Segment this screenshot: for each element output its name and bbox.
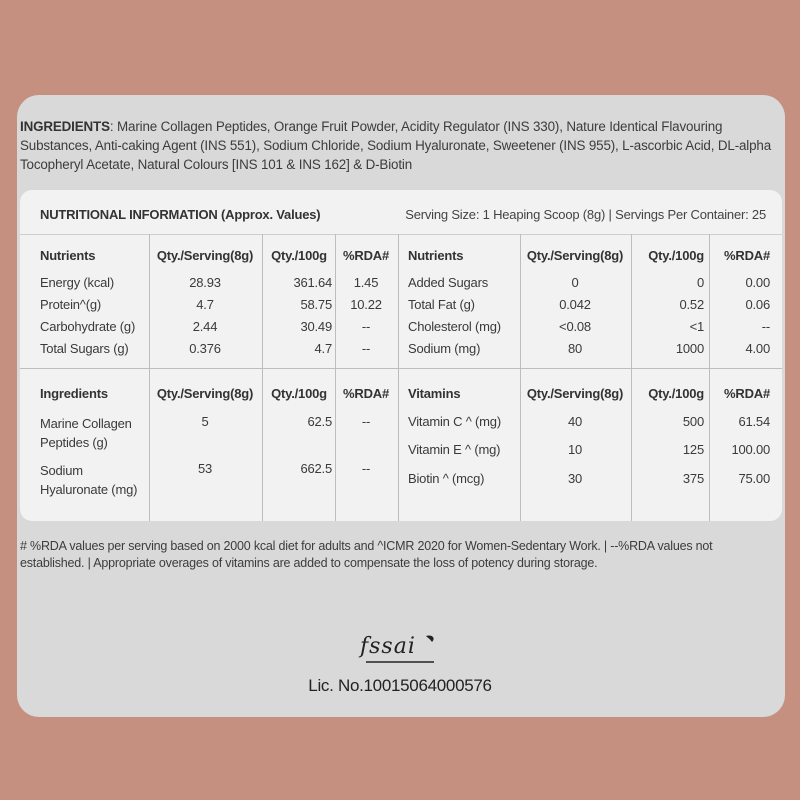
table-cell: 75.00: [738, 471, 770, 486]
table-cell: 4.7: [314, 341, 332, 356]
column-header: %RDA#: [724, 248, 770, 263]
table-cell: Marine Collagen Peptides (g): [40, 416, 132, 450]
table-cell: Added Sugars: [408, 275, 488, 290]
table-cell: 28.93: [189, 275, 221, 290]
table-cell: --: [361, 341, 371, 356]
nutrition-table: [20, 190, 782, 521]
table-cell: 30: [567, 471, 583, 486]
table-cell: 125: [682, 442, 704, 457]
table-cell: 361.64: [293, 275, 332, 290]
fssai-logo: [360, 632, 440, 666]
table-cell: 61.54: [738, 414, 770, 429]
column-header: Qty./100g: [648, 248, 704, 263]
column-header: Qty./Serving(8g): [156, 248, 254, 263]
table-cell: Sodium Hyaluronate (mg): [40, 463, 138, 497]
column-header: Ingredients: [40, 386, 108, 401]
table-cell: 375: [682, 471, 704, 486]
section-divider: [20, 368, 782, 369]
fssai-leaf-icon: [360, 632, 440, 666]
table-cell: 80: [567, 341, 583, 356]
table-cell: <1: [689, 319, 704, 334]
column-header: Nutrients: [408, 248, 464, 263]
nutrition-header: [20, 190, 782, 235]
table-cell: 10: [567, 442, 583, 457]
column-header: Nutrients: [40, 248, 96, 263]
table-cell: Total Sugars (g): [40, 341, 129, 356]
table-cell: 662.5: [300, 461, 332, 476]
table-cell: 100.00: [731, 442, 770, 457]
grid-line: [631, 234, 632, 521]
table-cell: Sodium (mg): [408, 341, 481, 356]
ingredients-list: : Marine Collagen Peptides, Orange Fruit Powder, Acidity Regulator (INS 330), Nature Identical Flavouring Substances, Anti-caking Agent (INS 551), Sodium Chloride, Sodium Hyaluronate, Sweetener (INS 955), L-ascorbic Acid, DL-alpha Tocopheryl Acetate, Natural Colours [INS 101 & INS 162] & D-Biotin: [20, 119, 772, 172]
table-cell: --: [361, 461, 371, 476]
column-header: %RDA#: [343, 386, 389, 401]
table-cell: 0: [571, 275, 579, 290]
table-cell: 53: [197, 461, 213, 476]
column-header: Vitamins: [408, 386, 461, 401]
table-cell: Protein^(g): [40, 297, 101, 312]
table-cell: Vitamin E ^ (mg): [408, 442, 501, 457]
table-cell: --: [761, 319, 770, 334]
grid-line: [398, 234, 399, 521]
table-cell: 4.7: [196, 297, 214, 312]
table-cell: 0.52: [679, 297, 704, 312]
column-header: Qty./100g: [271, 248, 327, 263]
column-header: %RDA#: [724, 386, 770, 401]
table-cell: 500: [682, 414, 704, 429]
table-cell: 0.00: [745, 275, 770, 290]
grid-line: [520, 234, 521, 521]
column-header: Qty./100g: [648, 386, 704, 401]
table-cell: Energy (kcal): [40, 275, 114, 290]
column-header: Qty./100g: [271, 386, 327, 401]
serving-info: Serving Size: 1 Heaping Scoop (8g) | Servings Per Container: 25: [405, 207, 766, 222]
grid-line: [335, 234, 336, 521]
grid-line: [709, 234, 710, 521]
table-cell: 0: [696, 275, 704, 290]
column-header: Qty./Serving(8g): [156, 386, 254, 401]
table-cell: 58.75: [300, 297, 332, 312]
table-cell: --: [361, 414, 371, 429]
ingredients-label: INGREDIENTS: [20, 119, 110, 134]
table-cell: 5: [201, 414, 209, 429]
table-cell: 1000: [675, 341, 704, 356]
column-header: Qty./Serving(8g): [526, 248, 624, 263]
table-cell: Cholesterol (mg): [408, 319, 501, 334]
table-cell: 2.44: [192, 319, 218, 334]
table-cell: 4.00: [745, 341, 770, 356]
column-header: %RDA#: [343, 248, 389, 263]
nutrition-title: NUTRITIONAL INFORMATION (Approx. Values): [40, 207, 321, 222]
ingredients-text: [20, 117, 772, 174]
table-cell: --: [361, 319, 371, 334]
table-cell: 1.45: [353, 275, 379, 290]
table-cell: 62.5: [307, 414, 332, 429]
table-cell: 0.042: [559, 297, 591, 312]
column-header: Qty./Serving(8g): [526, 386, 624, 401]
footnote: # %RDA values per serving based on 2000 kcal diet for adults and ^ICMR 2020 for Women-Sedentary Work. | --%RDA values not established. | Appropriate overages of vitamins are added to compensate the loss of potency during storage.: [20, 539, 713, 570]
table-cell: 10.22: [350, 297, 382, 312]
grid-line: [149, 234, 150, 521]
grid-line: [262, 234, 263, 521]
table-cell: Biotin ^ (mcg): [408, 471, 485, 486]
license-number: Lic. No.10015064000576: [308, 676, 492, 695]
table-cell: 40: [567, 414, 583, 429]
table-cell: Total Fat (g): [408, 297, 475, 312]
table-cell: 0.376: [189, 341, 221, 356]
table-cell: 0.06: [745, 297, 770, 312]
table-cell: <0.08: [559, 319, 591, 334]
table-cell: 30.49: [300, 319, 332, 334]
table-cell: Vitamin C ^ (mg): [408, 414, 501, 429]
fssai-logo-text: fssai: [360, 634, 416, 659]
table-cell: Carbohydrate (g): [40, 319, 136, 334]
